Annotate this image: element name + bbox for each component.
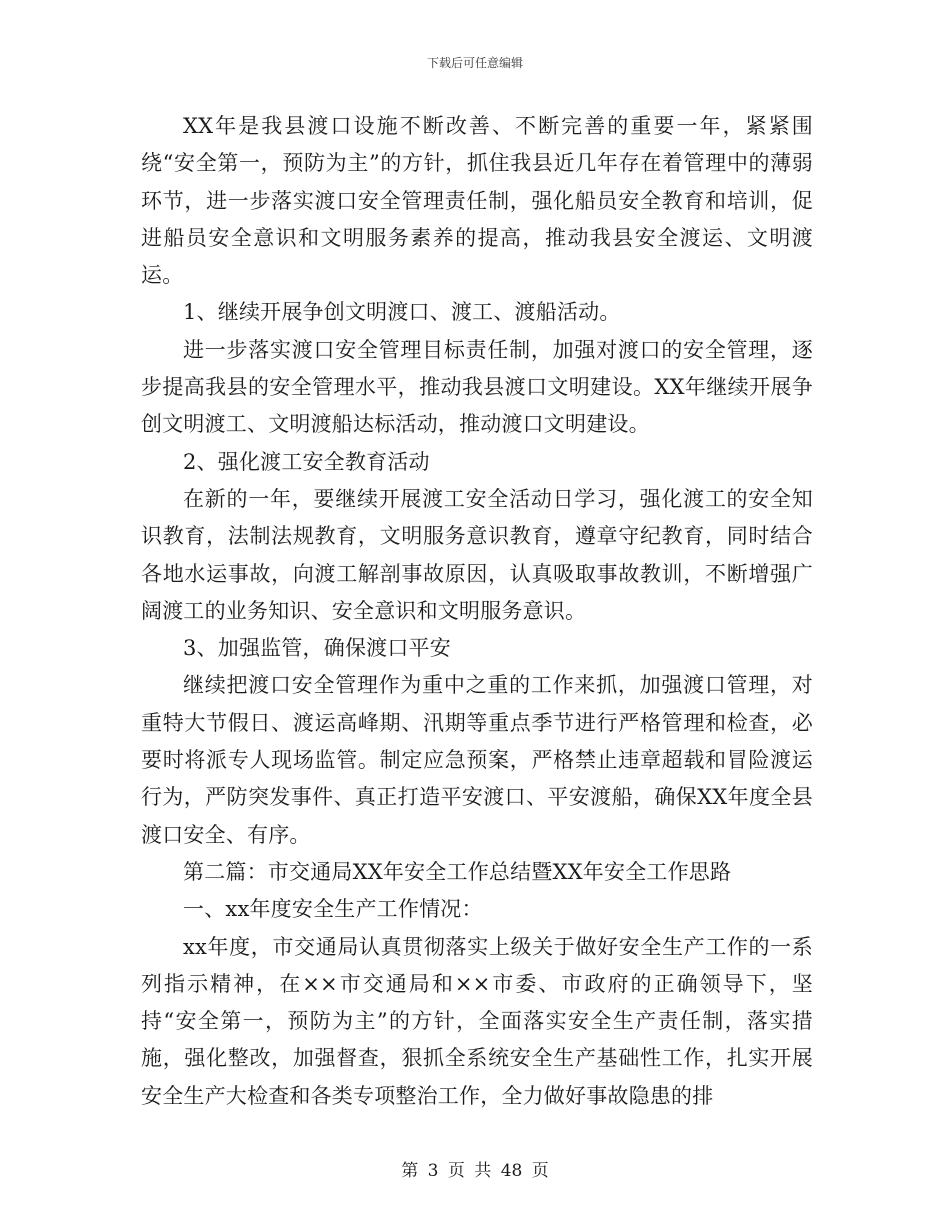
paragraph: 继续把渡口安全管理作为重中之重的工作来抓，加强渡口管理，对重特大节假日、渡运高峰期、汛期等重点季节进行严格管理和检查，必要时将派专人现场监管。制定应急预案，严格禁止违章超载和冒险渡运行为，严防突发事件、真正打造平安渡口、平安渡船，确保XX年度全县渡口安全、有序。 [141, 673, 813, 847]
paragraph: xx年度，市交通局认真贯彻落实上级关于做好安全生产工作的一系列指示精神，在××市交通局和××市委、市政府的正确领导下，坚持“安全第一，预防为主”的方针，全面落实安全生产责任制，落实措施，强化整改，加强督查，狠抓全系统安全生产基础性工作，扎实开展安全生产大检查和各类专项整治工作，全力做好事故隐患的排 [141, 934, 813, 1108]
paragraph: 在新的一年，要继续开展渡工安全活动日学习，强化渡工的安全知识教育，法制法规教育，文明服务意识教育，遵章守纪教育，同时结合各地水运事故，向渡工解剖事故原因，认真吸取事故教训，不断增强广阔渡工的业务知识、安全意识和文明服务意识。 [141, 486, 813, 623]
section-heading: 1、继续开展争创文明渡口、渡工、渡船活动。 [183, 300, 621, 325]
section-heading: 2、强化渡工安全教育活动 [183, 449, 430, 474]
section-heading: 一、xx年度安全生产工作情况： [183, 897, 483, 922]
document-body [141, 108, 813, 1115]
chapter-title: 第二篇：市交通局XX年安全工作总结暨XX年安全工作思路 [183, 859, 732, 884]
paragraph: 进一步落实渡口安全管理目标责任制，加强对渡口的安全管理，逐步提高我县的安全管理水平，推动我县渡口文明建设。XX年继续开展争创文明渡工、文明渡船达标活动，推动渡口文明建设。 [141, 337, 813, 437]
page-number-footer: 第 3 页 共 48 页 [401, 1161, 549, 1181]
page-header-note: 下载后可任意编辑 [426, 56, 523, 70]
paragraph: XX年是我县渡口设施不断改善、不断完善的重要一年，紧紧围绕“安全第一，预防为主”的方针，抓住我县近几年存在着管理中的薄弱环节，进一步落实渡口安全管理责任制，强化船员安全教育和培训，促进船员安全意识和文明服务素养的提高，推动我县安全渡运、文明渡运。 [141, 114, 813, 288]
section-heading: 3、加强监管，确保渡口平安 [183, 636, 451, 661]
